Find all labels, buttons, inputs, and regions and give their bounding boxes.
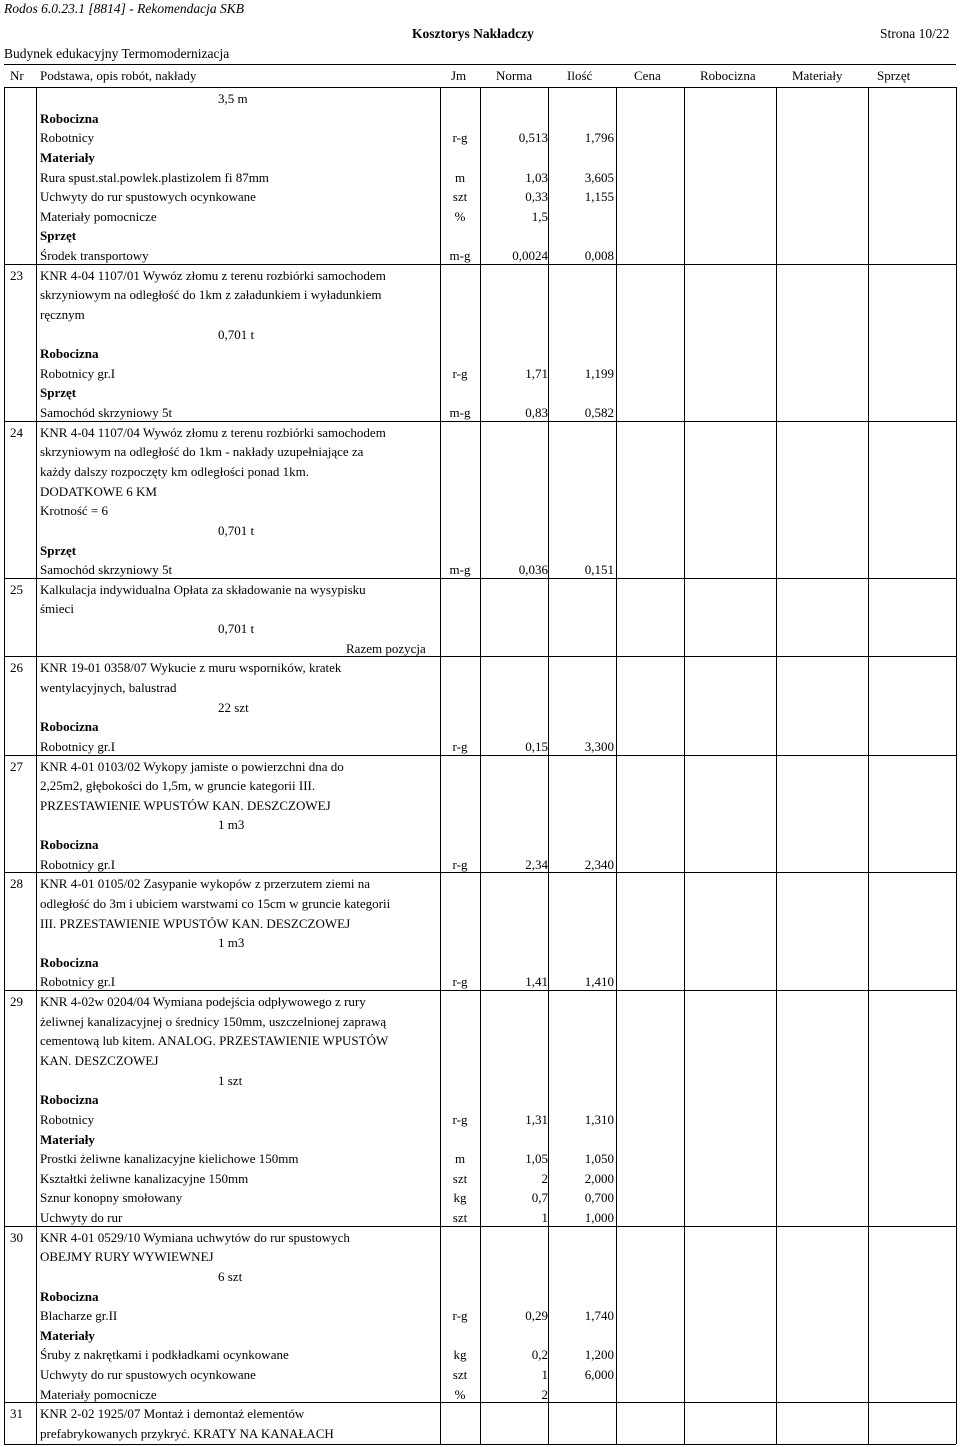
col-sprzet: Sprzęt (877, 68, 911, 83)
row-ilosc: 3,605 (584, 170, 614, 185)
row-description: cementową lub kitem. ANALOG. PRZESTAWIENIE WPUSTÓW (40, 1033, 389, 1048)
row-description: Robotnicy (40, 130, 95, 145)
col-robocizna: Robocizna (700, 68, 756, 83)
row-norma: 1,05 (525, 1151, 548, 1166)
row-description: żeliwnej kanalizacyjnej o średnicy 150mm, uszczelnionej zaprawą (40, 1014, 387, 1029)
column-rule (684, 87, 685, 1444)
row-description: 3,5 m (218, 91, 248, 106)
position-number: 29 (10, 994, 23, 1009)
row-unit: szt (452, 189, 468, 204)
row-norma: 2 (541, 1387, 548, 1402)
row-unit: kg (453, 1190, 467, 1205)
row-norma: 1 (541, 1210, 548, 1225)
row-unit: m (454, 1151, 466, 1166)
row-unit: r-g (452, 366, 468, 381)
row-description: Robotnicy gr.I (40, 974, 116, 989)
col-materialy: Materiały (792, 68, 843, 83)
row-ilosc: 1,155 (584, 189, 614, 204)
row-norma: 2 (541, 1171, 548, 1186)
row-description: Materiały pomocnicze (40, 1387, 157, 1402)
row-ilosc: 1,310 (584, 1112, 614, 1127)
row-ilosc: 0,151 (584, 562, 614, 577)
row-description: KNR 4-04 1107/04 Wywóz złomu z terenu rozbiórki samochodem (40, 425, 386, 440)
row-description: Robotnicy gr.I (40, 366, 116, 381)
section-label: Sprzęt (40, 228, 77, 243)
column-rule (480, 87, 481, 1444)
table-bottom-rule (4, 1444, 956, 1445)
row-description: KNR 4-01 0103/02 Wykopy jamiste o powierzchni dna do (40, 759, 344, 774)
section-label: Robocizna (40, 837, 99, 852)
row-description: Środek transportowy (40, 248, 149, 263)
row-norma: 0,2 (531, 1347, 548, 1362)
row-unit: m-g (449, 562, 471, 577)
row-description: III. PRZESTAWIENIE WPUSTÓW KAN. DESZCZOWEJ (40, 916, 351, 931)
row-unit: m-g (449, 405, 471, 420)
row-description: skrzyniowym na odległość do 1km z załadunkiem i wyładunkiem (40, 287, 382, 302)
row-description: 0,701 t (218, 523, 255, 538)
row-norma: 1,71 (525, 366, 548, 381)
row-norma: 1,31 (525, 1112, 548, 1127)
row-norma: 2,34 (525, 857, 548, 872)
row-description: prefabrykowanych przykryć. KRATY NA KANAŁACH (40, 1426, 334, 1441)
row-description: 2,25m2, głębokości do 1,5m, w gruncie kategorii III. (40, 778, 316, 793)
row-ilosc: 1,200 (584, 1347, 614, 1362)
row-unit: kg (453, 1347, 467, 1362)
document-title: Kosztorys Nakładczy (412, 26, 534, 41)
row-description: Uchwyty do rur (40, 1210, 123, 1225)
col-norma: Norma (496, 68, 533, 83)
row-unit: r-g (452, 857, 468, 872)
position-number: 25 (10, 582, 23, 597)
row-ilosc: 1,050 (584, 1151, 614, 1166)
row-ilosc: 6,000 (584, 1367, 614, 1382)
row-unit: % (454, 209, 466, 224)
col-jm: Jm (451, 68, 467, 83)
row-description: KNR 4-01 0529/10 Wymiana uchwytów do rur spustowych (40, 1230, 350, 1245)
section-label: Sprzęt (40, 385, 77, 400)
row-norma: 0,33 (525, 189, 548, 204)
column-rule (956, 87, 957, 1444)
row-description: Kształtki żeliwne kanalizacyjne 150mm (40, 1171, 249, 1186)
section-label: Robocizna (40, 719, 99, 734)
section-label: Robocizna (40, 955, 99, 970)
row-ilosc: 2,340 (584, 857, 614, 872)
app-title: Rodos 6.0.23.1 [8814] - Rekomendacja SKB (4, 1, 244, 16)
row-ilosc: 0,008 (584, 248, 614, 263)
column-rule (4, 87, 5, 1444)
row-norma: 0,7 (531, 1190, 548, 1205)
row-description: wentylacyjnych, balustrad (40, 680, 177, 695)
col-ilosc: Ilość (567, 68, 593, 83)
row-ilosc: 0,700 (584, 1190, 614, 1205)
row-description: 1 m3 (218, 817, 245, 832)
row-description: OBEJMY RURY WYWIEWNEJ (40, 1249, 214, 1264)
row-description: 6 szt (218, 1269, 243, 1284)
row-description: Uchwyty do rur spustowych ocynkowane (40, 189, 256, 204)
row-description: Rura spust.stal.powlek.plastizolem fi 87mm (40, 170, 269, 185)
row-norma: 1,41 (525, 974, 548, 989)
row-description: KNR 4-02w 0204/04 Wymiana podejścia odpływowego z rury (40, 994, 366, 1009)
column-rule (548, 87, 549, 1444)
row-description: skrzyniowym na odległość do 1km - nakłady uzupełniające za (40, 444, 364, 459)
header-top-rule (4, 64, 956, 65)
row-description: odległość do 3m i ubiciem warstwami co 15cm w gruncie kategorii (40, 896, 391, 911)
row-description: Samochód skrzyniowy 5t (40, 405, 173, 420)
column-rule (440, 87, 441, 1444)
row-unit: r-g (452, 130, 468, 145)
row-description: Śruby z nakrętkami i podkładkami ocynkowane (40, 1347, 289, 1362)
row-norma: 1,5 (531, 209, 548, 224)
position-number: 27 (10, 759, 23, 774)
row-ilosc: 1,740 (584, 1308, 614, 1323)
page-number: Strona 10/22 (880, 26, 950, 41)
column-rule (868, 87, 869, 1444)
row-description: Robotnicy gr.I (40, 739, 116, 754)
row-description: 1 szt (218, 1073, 243, 1088)
row-unit: % (454, 1387, 466, 1402)
building-name: Budynek edukacyjny Termomodernizacja (4, 46, 230, 61)
row-description: 0,701 t (218, 327, 255, 342)
row-description: Sznur konopny smołowany (40, 1190, 183, 1205)
position-number: 30 (10, 1230, 23, 1245)
row-description: 1 m3 (218, 935, 245, 950)
row-unit: m-g (449, 248, 471, 263)
row-description: Blacharze gr.II (40, 1308, 118, 1323)
row-description: DODATKOWE 6 KM (40, 484, 157, 499)
row-ilosc: 3,300 (584, 739, 614, 754)
row-unit: r-g (452, 739, 468, 754)
row-unit: r-g (452, 1112, 468, 1127)
row-description: KAN. DESZCZOWEJ (40, 1053, 159, 1068)
row-description: Uchwyty do rur spustowych ocynkowane (40, 1367, 256, 1382)
section-label: Materiały (40, 1132, 95, 1147)
row-description: KNR 19-01 0358/07 Wykucie z muru wsporników, kratek (40, 660, 342, 675)
row-description: 22 szt (218, 700, 249, 715)
row-unit: m (454, 170, 466, 185)
column-rule (616, 87, 617, 1444)
section-label: Robocizna (40, 1092, 99, 1107)
row-description: śmieci (40, 601, 74, 616)
row-description: Samochód skrzyniowy 5t (40, 562, 173, 577)
row-description: ręcznym (40, 307, 85, 322)
column-rule (36, 87, 37, 1444)
row-norma: 0,513 (518, 130, 548, 145)
position-number: 31 (10, 1406, 23, 1421)
row-ilosc: 2,000 (584, 1171, 614, 1186)
section-label: Materiały (40, 150, 95, 165)
col-cena: Cena (634, 68, 661, 83)
position-number: 28 (10, 876, 23, 891)
row-ilosc: 1,000 (584, 1210, 614, 1225)
section-label: Robocizna (40, 1289, 99, 1304)
row-description: Robotnicy (40, 1112, 95, 1127)
row-description: KNR 4-01 0105/02 Zasypanie wykopów z przerzutem ziemi na (40, 876, 370, 891)
row-ilosc: 1,410 (584, 974, 614, 989)
position-number: 24 (10, 425, 23, 440)
row-unit: szt (452, 1171, 468, 1186)
col-desc: Podstawa, opis robót, nakłady (40, 68, 197, 83)
row-norma: 0,83 (525, 405, 548, 420)
row-norma: 0,036 (518, 562, 548, 577)
row-description: Prostki żeliwne kanalizacyjne kielichowe 150mm (40, 1151, 299, 1166)
row-unit: szt (452, 1210, 468, 1225)
row-description: Robotnicy gr.I (40, 857, 116, 872)
row-norma: 0,0024 (512, 248, 548, 263)
row-description: Krotność = 6 (40, 503, 108, 518)
row-unit: r-g (452, 974, 468, 989)
row-unit: szt (452, 1367, 468, 1382)
position-number: 26 (10, 660, 23, 675)
row-ilosc: 1,796 (584, 130, 614, 145)
col-nr: Nr (10, 68, 24, 83)
row-description: Materiały pomocnicze (40, 209, 157, 224)
section-label: Robocizna (40, 346, 99, 361)
section-label: Robocizna (40, 111, 99, 126)
section-label: Sprzęt (40, 543, 77, 558)
row-description: 0,701 t (218, 621, 255, 636)
column-rule (776, 87, 777, 1444)
row-norma: 1,03 (525, 170, 548, 185)
row-norma: 1 (541, 1367, 548, 1382)
row-description: KNR 4-04 1107/01 Wywóz złomu z terenu rozbiórki samochodem (40, 268, 386, 283)
row-norma: 0,29 (525, 1308, 548, 1323)
row-ilosc: 0,582 (584, 405, 614, 420)
row-description: PRZESTAWIENIE WPUSTÓW KAN. DESZCZOWEJ (40, 798, 331, 813)
row-ilosc: 1,199 (584, 366, 614, 381)
row-description: Razem pozycja (346, 641, 426, 656)
section-label: Materiały (40, 1328, 95, 1343)
row-description: KNR 2-02 1925/07 Montaż i demontaż elementów (40, 1406, 305, 1421)
row-description: każdy dalszy rozpoczęty km odległości ponad 1km. (40, 464, 309, 479)
row-unit: r-g (452, 1308, 468, 1323)
row-description: Kalkulacja indywidualna Opłata za składowanie na wysypisku (40, 582, 366, 597)
row-norma: 0,15 (525, 739, 548, 754)
position-number: 23 (10, 268, 23, 283)
